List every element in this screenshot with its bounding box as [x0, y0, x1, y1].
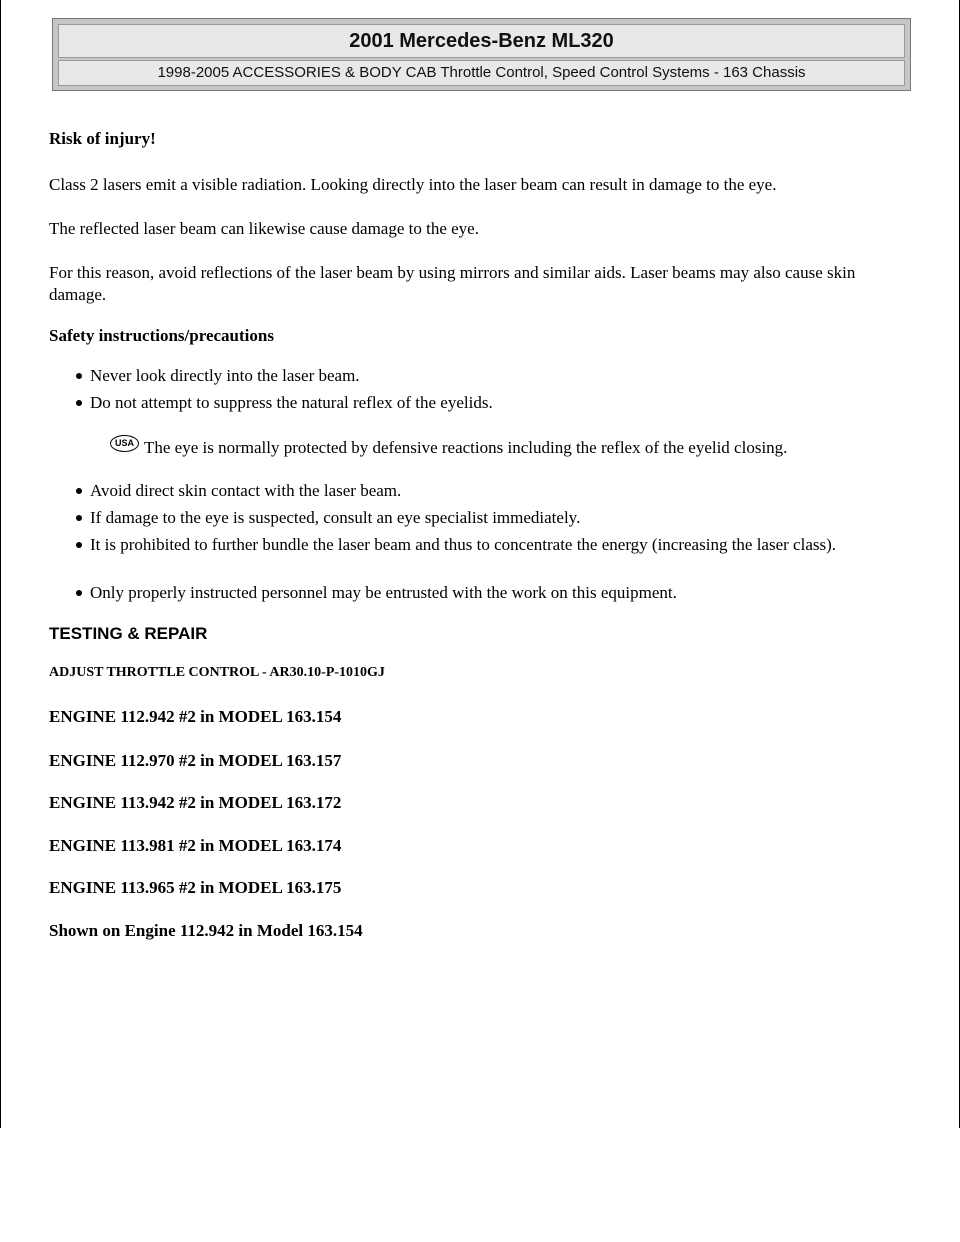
engine-model-line: ENGINE 112.970 #2 in MODEL 163.157 — [49, 751, 342, 770]
bullet-icon — [76, 488, 82, 494]
shown-on-line: Shown on Engine 112.942 in Model 163.154 — [49, 921, 363, 940]
safety-item-text: Only properly instructed personnel may be entrusted with the work on this equipment. — [90, 583, 677, 602]
safety-item-text: Do not attempt to suppress the natural reflex of the eyelids. — [90, 393, 493, 412]
safety-heading: Safety instructions/precautions — [49, 326, 274, 345]
engine-model-line: ENGINE 113.965 #2 in MODEL 163.175 — [49, 878, 342, 897]
bullet-icon — [76, 542, 82, 548]
bullet-icon — [76, 373, 82, 379]
bullet-icon — [76, 515, 82, 521]
engine-model-line: ENGINE 112.942 #2 in MODEL 163.154 — [49, 707, 342, 726]
procedure-title: ADJUST THROTTLE CONTROL - AR30.10-P-1010GJ — [49, 665, 385, 680]
engine-model-line: ENGINE 113.942 #2 in MODEL 163.172 — [49, 793, 342, 812]
bullet-icon — [76, 590, 82, 596]
header-subtitle: 1998-2005 ACCESSORIES & BODY CAB Throttle Control, Speed Control Systems - 163 Chassis — [58, 60, 905, 86]
header-title: 2001 Mercedes-Benz ML320 — [58, 24, 905, 58]
warning-paragraph-2: The reflected laser beam can likewise cause damage to the eye. — [49, 219, 479, 238]
warning-paragraph-3: For this reason, avoid reflections of the laser beam by using mirrors and similar aids. Laser beams may also cause skin damage. — [49, 263, 856, 304]
safety-item-text: Avoid direct skin contact with the laser beam. — [90, 481, 402, 500]
bullet-icon — [76, 400, 82, 406]
section-heading: TESTING & REPAIR — [49, 624, 208, 643]
engine-model-line: ENGINE 113.981 #2 in MODEL 163.174 — [49, 836, 342, 855]
safety-item-text: Never look directly into the laser beam. — [90, 366, 360, 385]
warning-paragraph-1: Class 2 lasers emit a visible radiation. Looking directly into the laser beam can result in damage to the eye. — [49, 175, 777, 194]
usa-note: The eye is normally protected by defensive reactions including the reflex of the eyelid closing. — [144, 438, 788, 457]
warning-title: Risk of injury! — [49, 129, 156, 148]
document-header — [52, 18, 911, 91]
usa-badge-icon: USA — [110, 435, 139, 452]
safety-item-text: It is prohibited to further bundle the laser beam and thus to concentrate the energy (increasing the laser class). — [90, 535, 837, 554]
safety-item-text: If damage to the eye is suspected, consult an eye specialist immediately. — [90, 508, 581, 527]
